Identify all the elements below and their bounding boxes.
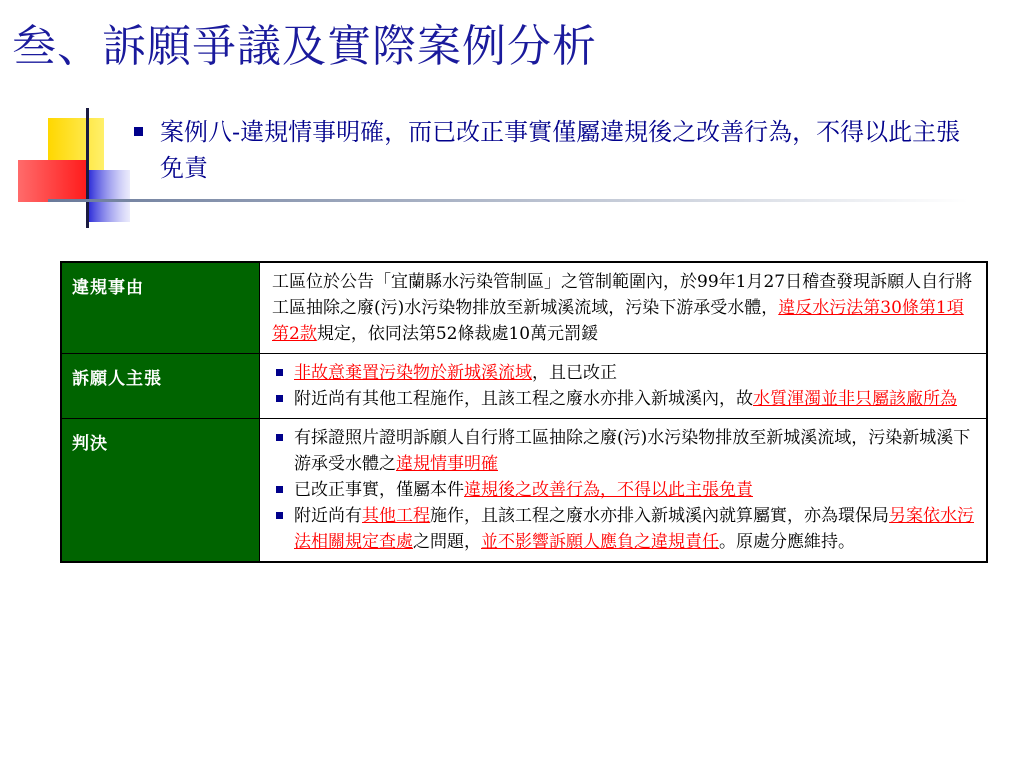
case-table — [60, 261, 988, 563]
ruling-text: 有採證照片證明訴願人自行將工區抽除之廢(污)水污染物排放至新城溪流域，污染新城溪下游承受水體之 — [294, 428, 971, 474]
claim-highlight: 水質渾濁並非只屬該廠所為 — [753, 389, 957, 409]
ruling-cell — [260, 419, 988, 563]
table-row — [61, 354, 987, 419]
row-label-appellant-claim: 訴願人主張 — [61, 354, 260, 419]
violation-text: 工區位於公告「宜蘭縣水污染管制區」之管制範圍內，於99年1月27日稽查發現訴願人自行將工區抽除之廢(污)水污染物排放至新城溪流域，污染下游承受水體， — [272, 272, 973, 318]
bullet-square-icon — [276, 486, 283, 493]
ruling-highlight: 另案依水污法相關規定查處 — [294, 506, 974, 552]
bullet-square-icon — [276, 434, 283, 441]
row-label-ruling: 判決 — [61, 419, 260, 563]
list-item — [272, 386, 976, 412]
row-label-violation-reason: 違規事由 — [61, 262, 260, 354]
table-row — [61, 419, 987, 563]
ruling-text: 。原處分應維持。 — [719, 532, 855, 552]
bullet-square-icon — [276, 395, 283, 402]
ruling-highlight: 其他工程 — [362, 506, 430, 526]
list-item — [272, 477, 976, 503]
claim-text: 附近尚有其他工程施作，且該工程之廢水亦排入新城溪內，故 — [294, 389, 753, 409]
appellant-claim-cell — [260, 354, 988, 419]
list-item — [272, 503, 976, 555]
slide-title: 叁、訴願爭議及實際案例分析 — [12, 21, 597, 72]
violation-law-highlight: 違反水污法第30條第1項第2款 — [272, 298, 964, 344]
ruling-text: 已改正事實，僅屬本件 — [294, 480, 464, 500]
ruling-text: 之問題， — [413, 532, 481, 552]
bullet-square-icon — [276, 512, 283, 519]
case-heading-text: 案例八-違規情事明確，而已改正事實僅屬違規後之改善行為，不得以此主張免責 — [160, 118, 961, 182]
ruling-highlight: 並不影響訴願人應負之違規責任 — [481, 532, 719, 552]
ruling-text: 附近尚有 — [294, 506, 362, 526]
ruling-highlight: 違規情事明確 — [396, 454, 498, 474]
table-row — [61, 262, 987, 354]
ruling-highlight: 違規後之改善行為，不得以此主張免責 — [464, 480, 753, 500]
list-item — [272, 360, 976, 386]
bullet-square-icon — [134, 127, 143, 136]
ruling-text: 施作，且該工程之廢水亦排入新城溪內就算屬實，亦為環保局 — [430, 506, 889, 526]
list-item — [272, 425, 976, 477]
case-heading — [150, 114, 970, 186]
bullet-square-icon — [276, 369, 283, 376]
violation-penalty-text: 規定，依同法第52條裁處10萬元罰鍰 — [316, 324, 599, 344]
violation-reason-cell — [260, 262, 988, 354]
claim-text: ，且已改正 — [532, 363, 617, 383]
claim-highlight: 非故意棄置污染物於新城溪流域 — [294, 363, 532, 383]
